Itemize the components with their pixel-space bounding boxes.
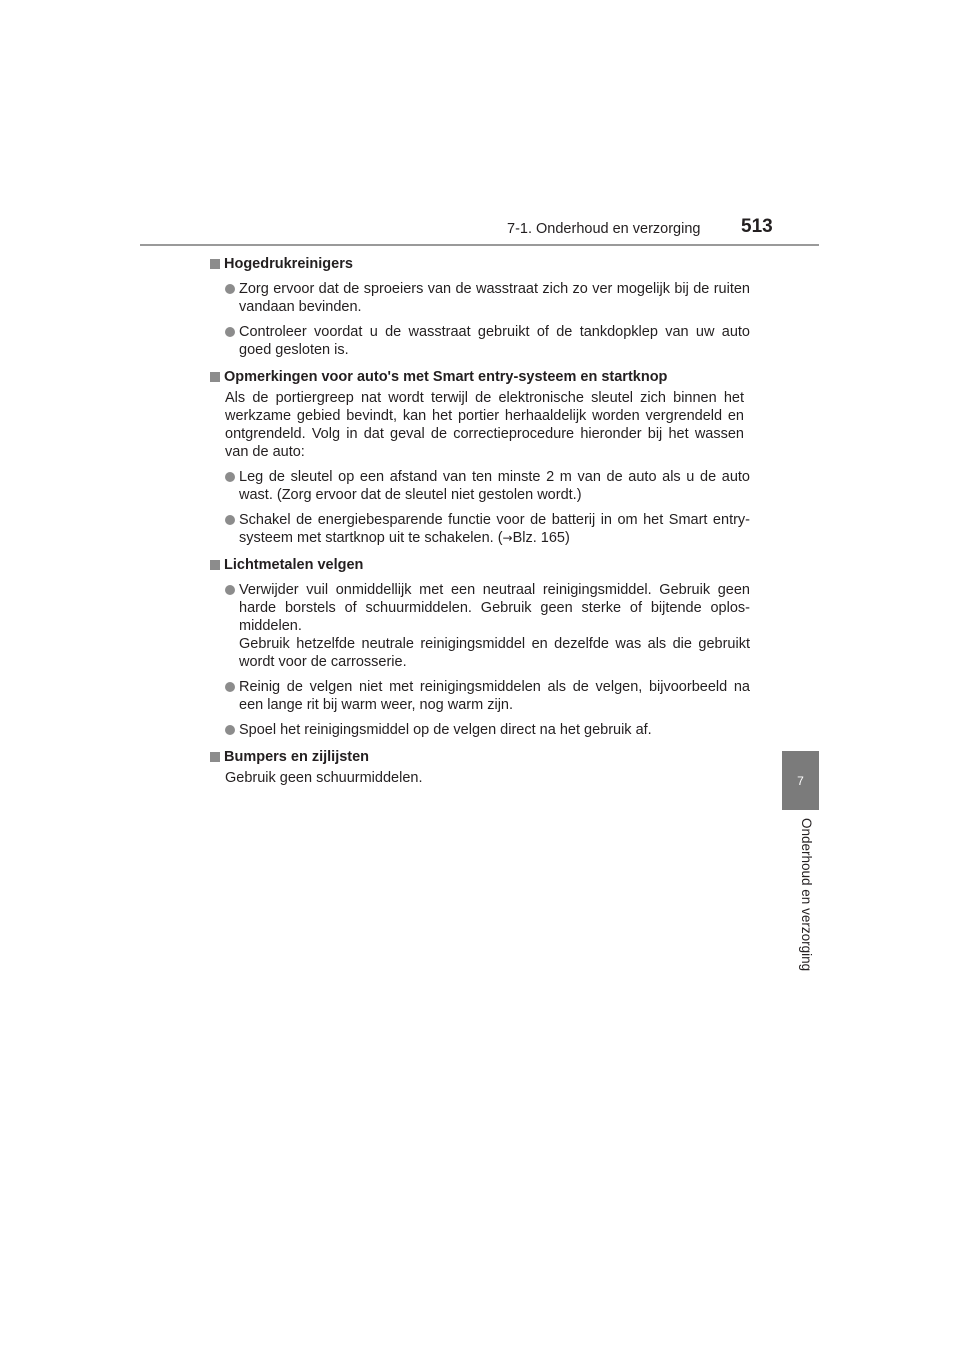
section-paragraph: Als de portiergreep nat wordt terwijl de elektronische sleutel zich binnen het werkzame gebied bevindt, kan het portier herhaaldelijk worden vergrendeld en ontgrendeld. Volg in dat geval de correctieprocedure hieronder bij het wassen van de auto: (225, 390, 744, 460)
page-header (140, 212, 819, 246)
section-heading-lichtmetalen-velgen: Lichtmetalen velgen (210, 556, 750, 574)
section-heading-smart-entry: Opmerkingen voor auto's met Smart entry-systeem en startknop (210, 368, 750, 386)
list-item: Leg de sleutel op een afstand van ten minste 2 m van de auto als u de auto wast. (Zorg ervoor dat de sleutel niet gestolen wordt.) (210, 468, 750, 504)
square-bullet-icon (210, 372, 220, 382)
chapter-label: Onderhoud en verzorging (799, 818, 814, 972)
round-bullet-icon (225, 284, 235, 294)
list-item: Schakel de energiebesparende functie voor de batterij in om het Smart entry-systeem met startknop uit te schakelen. (→Blz. 165) (210, 511, 750, 547)
round-bullet-icon (225, 585, 235, 595)
round-bullet-icon (225, 682, 235, 692)
list-item: Verwijder vuil onmiddellijk met een neutraal reinigingsmiddel. Gebruik geen harde borstels of schuurmiddelen. Gebruik geen sterke of bijtende oplos-middelen. Gebruik hetzelfde neutrale reinigingsmiddel en dezelfde was als die gebruikt wordt voor de carrosserie. (210, 581, 750, 671)
round-bullet-icon (225, 472, 235, 482)
chapter-tab (782, 751, 819, 810)
square-bullet-icon (210, 259, 220, 269)
round-bullet-icon (225, 515, 235, 525)
square-bullet-icon (210, 560, 220, 570)
list-item: Zorg ervoor dat de sproeiers van de wasstraat zich zo ver mogelijk bij de ruiten vandaan bevinden. (210, 280, 750, 316)
arrow-right-icon: → (502, 531, 513, 545)
page-number: 513 (741, 216, 773, 237)
section-title: 7-1. Onderhoud en verzorging (507, 221, 701, 237)
page-reference: Blz. 165) (512, 530, 570, 546)
chapter-number: 7 (797, 773, 804, 788)
list-item: Controleer voordat u de wasstraat gebruikt of de tankdopklep van uw auto goed gesloten is. (210, 323, 750, 359)
section-heading-hogedrukreinigers: Hogedrukreinigers (210, 255, 750, 273)
page-content (210, 255, 750, 787)
header-rule (140, 244, 819, 246)
round-bullet-icon (225, 725, 235, 735)
list-item: Spoel het reinigingsmiddel op de velgen direct na het gebruik af. (210, 721, 750, 739)
section-paragraph: Gebruik geen schuurmiddelen. (225, 770, 423, 786)
square-bullet-icon (210, 752, 220, 762)
list-item: Reinig de velgen niet met reinigingsmiddelen als de velgen, bijvoorbeeld na een lange rit bij warm weer, nog warm zijn. (210, 678, 750, 714)
round-bullet-icon (225, 327, 235, 337)
section-heading-bumpers: Bumpers en zijlijsten (210, 748, 750, 766)
